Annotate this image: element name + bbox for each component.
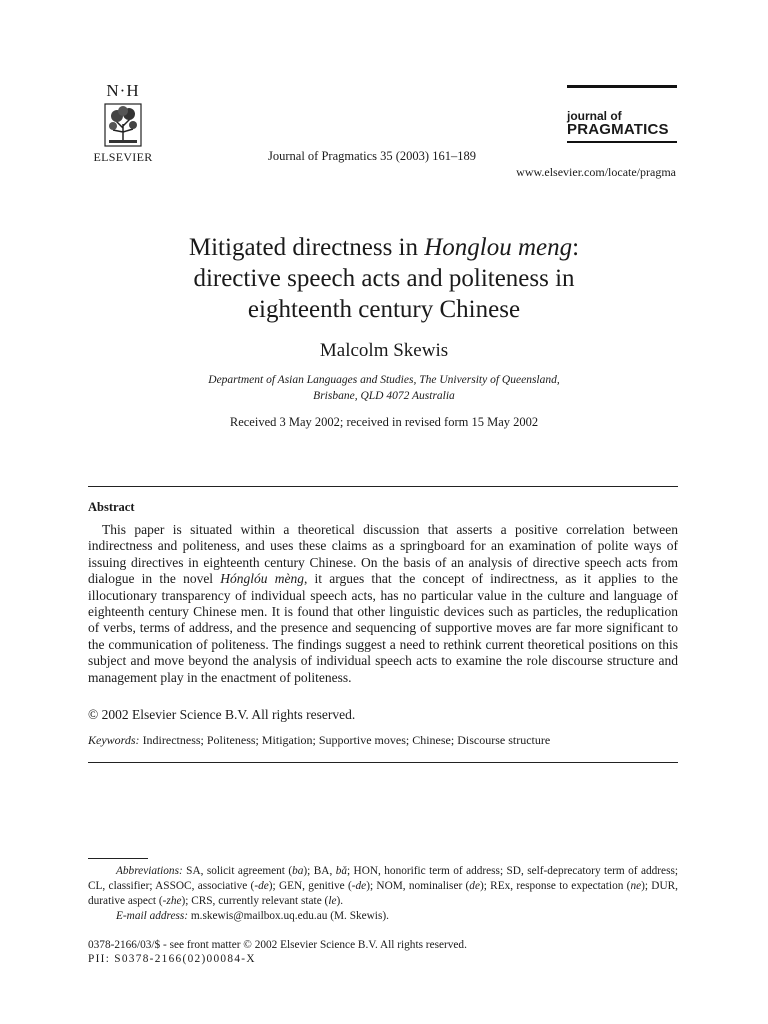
footnote-rule <box>88 858 148 859</box>
fn-text: ); NOM, nominaliser ( <box>366 880 470 892</box>
front-matter-line: 0378-2166/03/$ - see front matter © 2002 Elsevier Science B.V. All rights reserved. <box>88 939 467 951</box>
email-footnote <box>88 909 678 924</box>
title-line-3: eighteenth century Chinese <box>247 296 521 323</box>
journal-logo-of: journal of <box>567 109 622 123</box>
email-label: E-mail address: <box>116 910 189 922</box>
title-line-2: directive speech acts and politeness in <box>193 265 575 292</box>
received-dates: Received 3 May 2002; received in revised form 15 May 2002 <box>229 415 539 429</box>
pii-line: PII: S0378-2166(02)00084-X <box>88 953 256 965</box>
fn-text: ). <box>336 895 344 907</box>
affiliation-line-2: Brisbane, QLD 4072 Australia <box>313 390 455 402</box>
fn-italic: le <box>328 895 337 907</box>
journal-citation: Journal of Pragmatics 35 (2003) 161–189 <box>268 149 476 163</box>
keywords-list: Indirectness; Politeness; Mitigation; Supportive moves; Chinese; Discourse structure <box>142 733 551 747</box>
fn-italic: -zhe <box>162 895 182 907</box>
logo-text: N·H <box>106 81 140 100</box>
journal-logo-bottom-rule <box>567 141 677 143</box>
fn-text: ); BA, <box>303 865 336 877</box>
abstract-top-rule <box>88 486 678 487</box>
fn-text: ); GEN, genitive ( <box>268 880 352 892</box>
abstract-heading: Abstract <box>88 500 135 514</box>
elsevier-tree-icon <box>103 102 143 148</box>
fn-italic: ne <box>630 880 642 892</box>
fn-italic: bǎ <box>335 865 347 877</box>
journal-logo-name: PRAGMATICS <box>567 121 669 138</box>
abstract-bottom-rule <box>88 762 678 763</box>
fn-text: SA, solicit agreement ( <box>182 865 293 877</box>
abstract-italic-novel: Hónglóu mèng <box>220 571 304 587</box>
author-affiliation <box>90 372 678 404</box>
abbreviations-label: Abbreviations: <box>116 865 183 877</box>
abstract-text-1: This paper is situated within a theoretical discussion that asserts a positive correlation between indirectness and politeness, and uses these claims as a springboard for an examination of polite ways of issuing directives in eighteenth century Chinese. On the basis of an analysis of directive speech acts from dialogue in the novel <box>88 522 678 587</box>
fn-italic: de <box>469 880 480 892</box>
title-line-1 <box>90 232 678 263</box>
title-italic-text: Honglou meng <box>424 234 573 261</box>
fn-italic: ba <box>292 865 304 877</box>
article-title <box>90 232 678 325</box>
fn-text: ); REx, response to expectation ( <box>479 880 631 892</box>
fn-text: ; HON, honorific term of address; SD, self-deprecatory term of address; CL, classifier; ASSOC, associative ( <box>88 865 678 892</box>
journal-url[interactable]: www.elsevier.com/locate/pragma <box>516 165 676 179</box>
keywords-label: Keywords: <box>88 733 140 747</box>
title-colon: : <box>572 234 580 261</box>
publisher-name: ELSEVIER <box>93 150 153 164</box>
fn-text: ); CRS, currently relevant state ( <box>181 895 329 907</box>
abstract-text-2: , it argues that the concept of indirectness, as it applies to the illocutionary transparency of individual speech acts, has no particular value in the culture and language of eighteenth century Chinese men. It is found that other linguistic devices such as particles, the reduplication of verbs, terms of address, and the presence and sequencing of supportive moves are far more significant to the communication of politeness. The findings suggest a need to rethink current theoretical positions on this subject and move beyond the analysis of individual speech acts to examine the role discourse structure and management play in the enactment of politeness. <box>88 571 678 685</box>
keywords <box>88 733 550 748</box>
fn-italic: -de <box>254 880 269 892</box>
author-name: Malcolm Skewis <box>319 340 449 361</box>
abstract-copyright: © 2002 Elsevier Science B.V. All rights reserved. <box>88 707 356 722</box>
abstract-body <box>88 522 678 686</box>
journal-logo <box>567 85 677 143</box>
fn-italic: -de <box>351 880 367 892</box>
abbreviations-footnote <box>88 864 678 909</box>
fn-text: ); DUR, durative aspect ( <box>88 880 678 907</box>
title-text: Mitigated directness in <box>188 234 425 261</box>
footnote <box>88 864 678 924</box>
email-address[interactable]: m.skewis@mailbox.uq.edu.au (M. Skewis). <box>188 910 389 922</box>
journal-logo-top-rule <box>567 85 677 88</box>
affiliation-line-1: Department of Asian Languages and Studies, The University of Queensland, <box>208 374 560 386</box>
abstract-paragraph <box>88 522 678 686</box>
